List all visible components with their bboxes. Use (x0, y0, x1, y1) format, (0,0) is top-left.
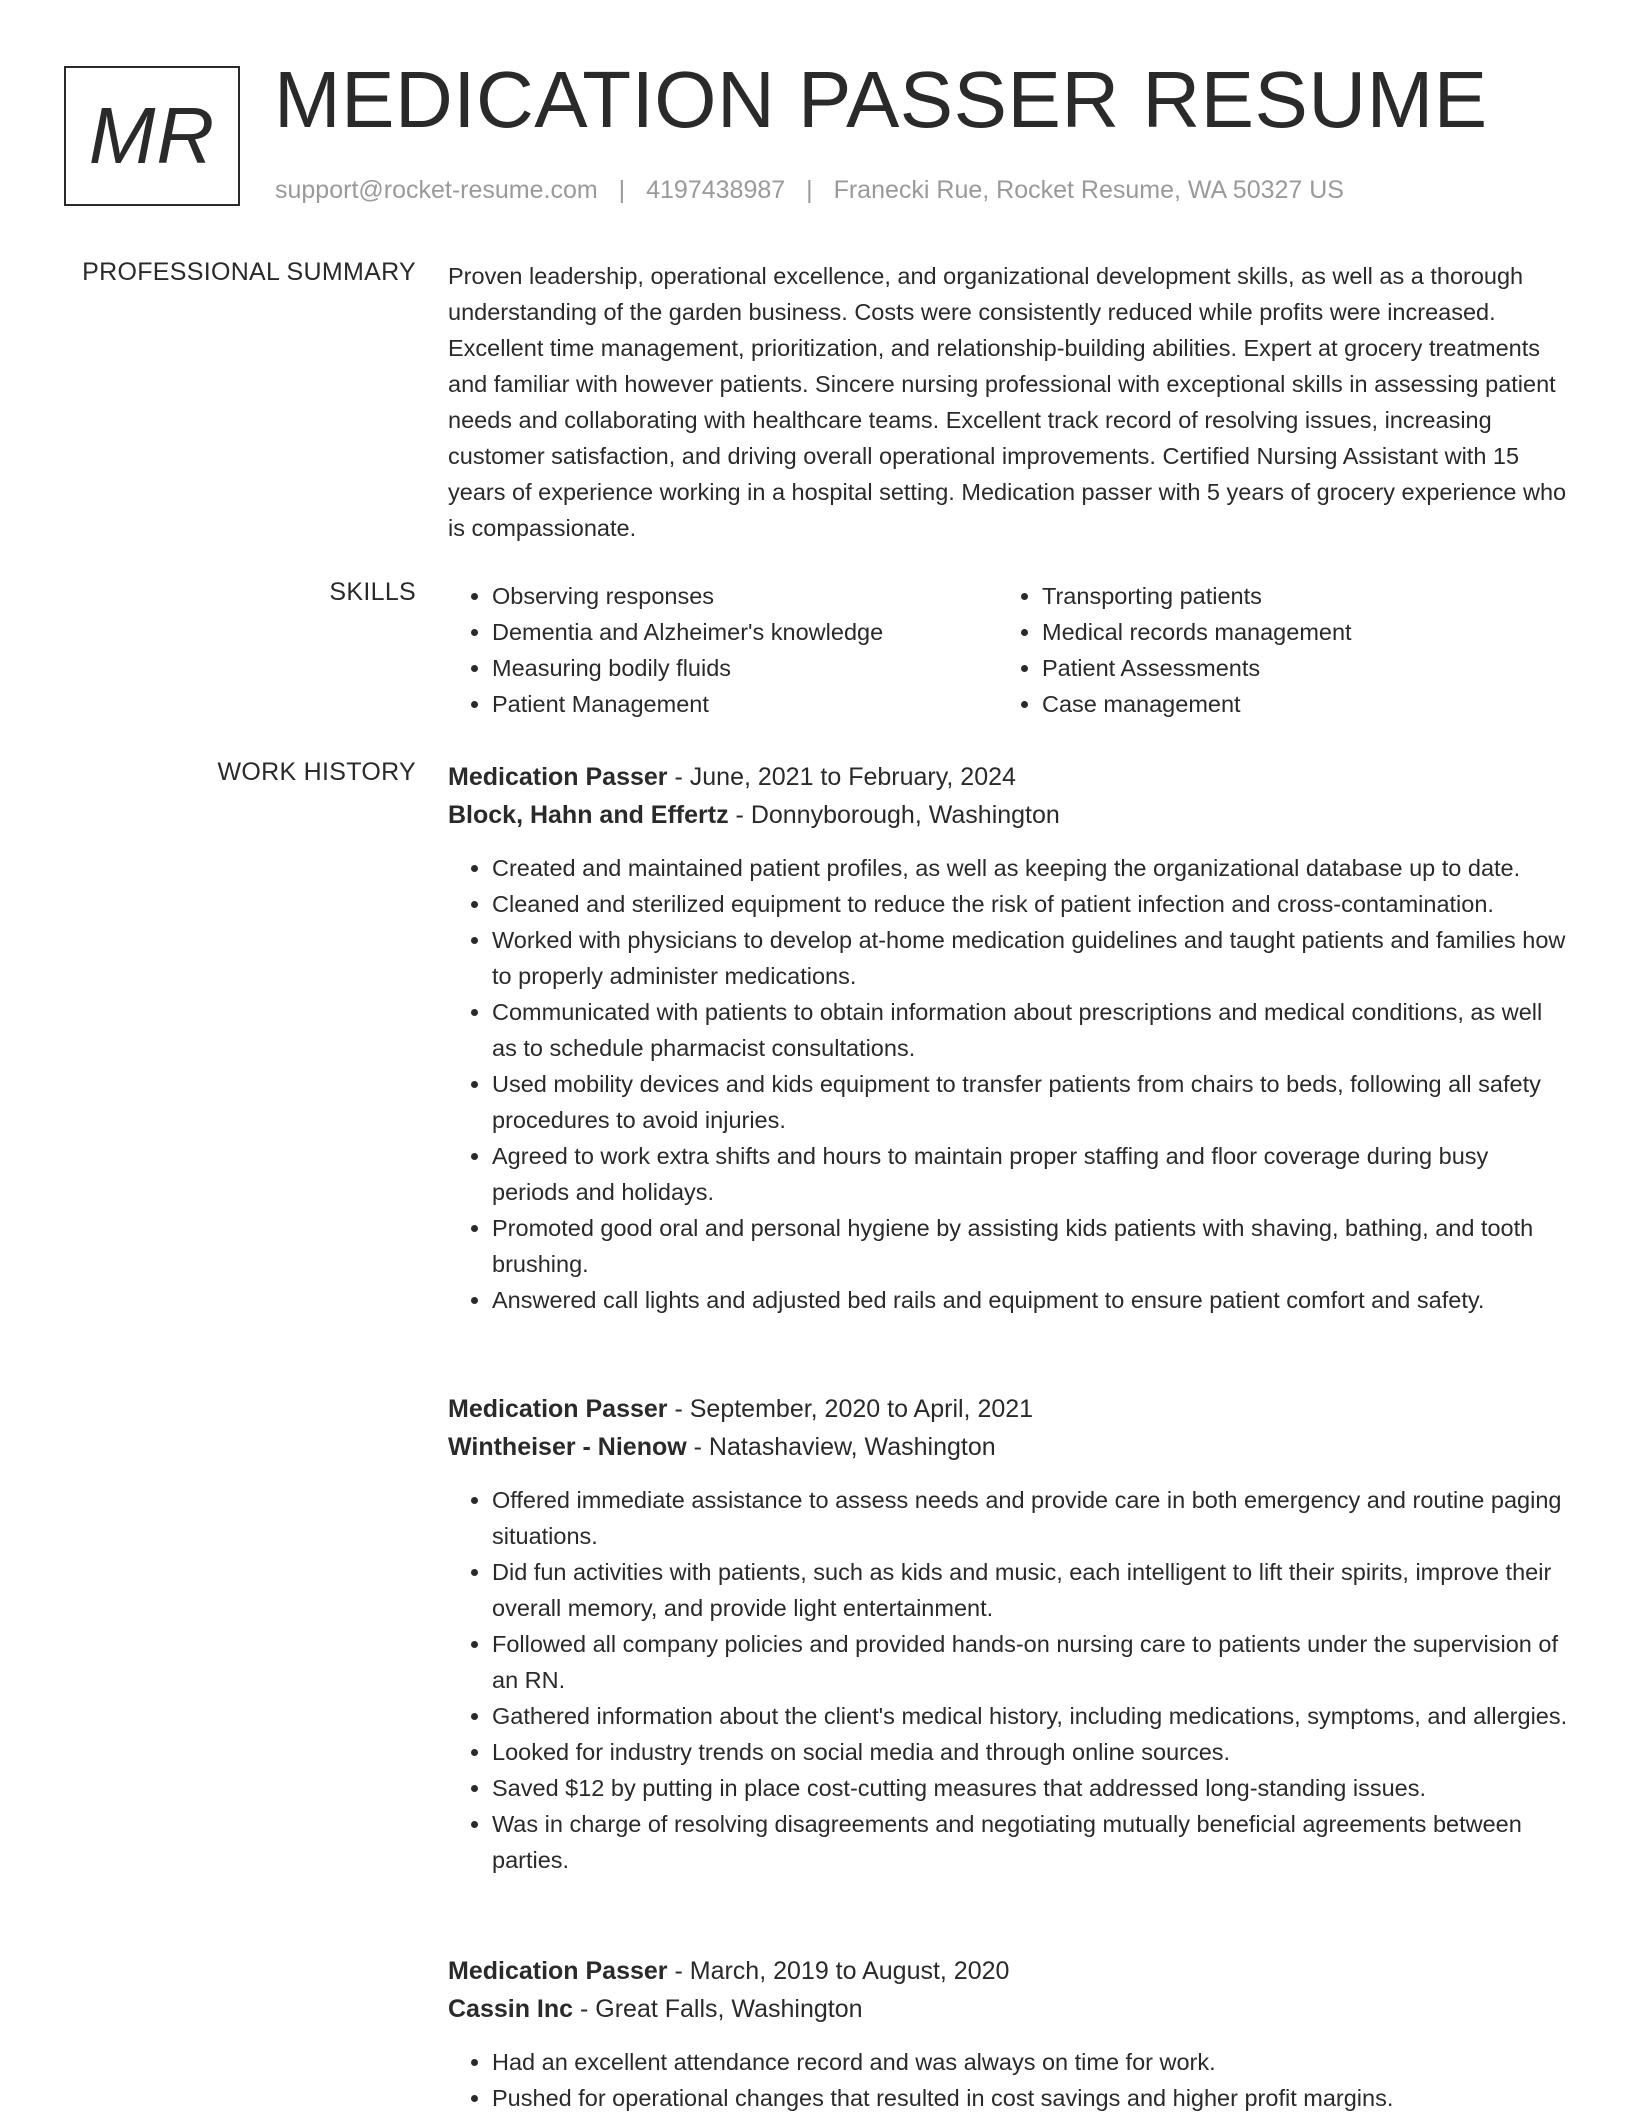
skills-list-left (448, 578, 998, 722)
job-company: Cassin Inc (448, 1995, 574, 2023)
job-entry (448, 1952, 1568, 2116)
skill-item: • Medical records management (1042, 614, 1558, 650)
job-title: Medication Passer (448, 763, 668, 791)
job-title-line (448, 1390, 1568, 1428)
job-bullet: • Did fun activities with patients, such as kids and music, each intelligent to lift their spirits, improve their overall memory, and provide light entertainment. (492, 1554, 1568, 1626)
resume-title: MEDICATION PASSER RESUME (274, 55, 1488, 144)
job-bullets (448, 2044, 1568, 2116)
skill-item: • Transporting patients (1042, 578, 1558, 614)
job-bullet: • Saved $12 by putting in place cost-cutting measures that addressed long-standing issues. (492, 1770, 1568, 1806)
job-company-line (448, 1428, 1568, 1466)
job-location: - Donnyborough, Washington (735, 801, 1060, 829)
job-company-line (448, 1990, 1568, 2028)
job-dates: - September, 2020 to April, 2021 (674, 1395, 1034, 1423)
summary-body (448, 258, 1568, 546)
skill-item: • Case management (1042, 686, 1558, 722)
job-location: - Great Falls, Washington (580, 1995, 863, 2023)
job-dates: - March, 2019 to August, 2020 (674, 1957, 1010, 1985)
skills-grid (448, 578, 1568, 722)
job-company-line (448, 796, 1568, 834)
job-company: Block, Hahn and Effertz (448, 801, 729, 829)
job-bullet: • Had an excellent attendance record and was always on time for work. (492, 2044, 1568, 2080)
job-bullets (448, 1482, 1568, 1878)
job-bullet: • Created and maintained patient profiles, as well as keeping the organizational database up to date. (492, 850, 1568, 886)
skill-item: • Observing responses (492, 578, 998, 614)
initials-monogram: MR (64, 66, 240, 206)
contact-separator: | (806, 176, 813, 204)
job-title: Medication Passer (448, 1395, 668, 1423)
contact-email: support@rocket-resume.com (275, 176, 598, 204)
job-bullet: • Communicated with patients to obtain information about prescriptions and medical conditions, as well as to schedule pharmacist consultations. (492, 994, 1568, 1066)
job-title-line (448, 758, 1568, 796)
job-bullet: • Looked for industry trends on social media and through online sources. (492, 1734, 1568, 1770)
job-bullet: • Answered call lights and adjusted bed rails and equipment to ensure patient comfort and safety. (492, 1282, 1568, 1318)
skills-heading: SKILLS (329, 578, 416, 606)
contact-separator: | (618, 176, 626, 204)
job-bullet: • Gathered information about the client's medical history, including medications, symptoms, and allergies. (492, 1698, 1568, 1734)
skill-item: • Dementia and Alzheimer's knowledge (492, 614, 998, 650)
job-bullet: • Followed all company policies and provided hands-on nursing care to patients under the supervision of an RN. (492, 1626, 1568, 1698)
job-bullet: • Was in charge of resolving disagreements and negotiating mutually beneficial agreements between parties. (492, 1806, 1568, 1878)
contact-address: Franecki Rue, Rocket Resume, WA 50327 US (833, 176, 1344, 204)
job-entry (448, 758, 1568, 1318)
work-history-heading: WORK HISTORY (217, 758, 416, 786)
job-bullet: • Worked with physicians to develop at-home medication guidelines and taught patients and families how to properly administer medications. (492, 922, 1568, 994)
job-bullet: • Cleaned and sterilized equipment to reduce the risk of patient infection and cross-contamination. (492, 886, 1568, 922)
job-bullets (448, 850, 1568, 1318)
skill-item: • Patient Assessments (1042, 650, 1558, 686)
skills-body (448, 578, 1568, 722)
summary-heading: PROFESSIONAL SUMMARY (82, 258, 416, 286)
skill-item: • Patient Management (492, 686, 998, 722)
contact-line (275, 176, 1344, 205)
summary-text: Proven leadership, operational excellence, and organizational development skills, as well as a thorough understanding of the garden business. Costs were consistently reduced while profits were increased. Excellent time management, prioritization, and relationship-building abilities. Expert at grocery treatments and familiar with however patients. Sincere nursing professional with exceptional skills in assessing patient needs and collaborating with healthcare teams. Excellent track record of resolving issues, increasing customer satisfaction, and driving overall operational improvements. Certified Nursing Assistant with 15 years of experience working in a hospital setting. Medication passer with 5 years of grocery experience who is compassionate. (448, 263, 1567, 541)
job-bullet: • Agreed to work extra shifts and hours to maintain proper staffing and floor coverage during busy periods and holidays. (492, 1138, 1568, 1210)
job-bullet: • Offered immediate assistance to assess needs and provide care in both emergency and routine paging situations. (492, 1482, 1568, 1554)
job-bullet: • Used mobility devices and kids equipment to transfer patients from chairs to beds, following all safety procedures to avoid injuries. (492, 1066, 1568, 1138)
contact-phone: 4197438987 (646, 176, 786, 204)
job-bullet: • Promoted good oral and personal hygiene by assisting kids patients with shaving, bathing, and tooth brushing. (492, 1210, 1568, 1282)
skills-list-right (998, 578, 1558, 722)
job-title-line (448, 1952, 1568, 1990)
job-bullet: • Pushed for operational changes that resulted in cost savings and higher profit margins. (492, 2080, 1568, 2116)
job-location: - Natashaview, Washington (693, 1433, 996, 1461)
job-dates: - June, 2021 to February, 2024 (674, 763, 1016, 791)
skill-item: • Measuring bodily fluids (492, 650, 998, 686)
job-company: Wintheiser - Nienow (448, 1433, 687, 1461)
job-entry (448, 1390, 1568, 1878)
job-title: Medication Passer (448, 1957, 668, 1985)
